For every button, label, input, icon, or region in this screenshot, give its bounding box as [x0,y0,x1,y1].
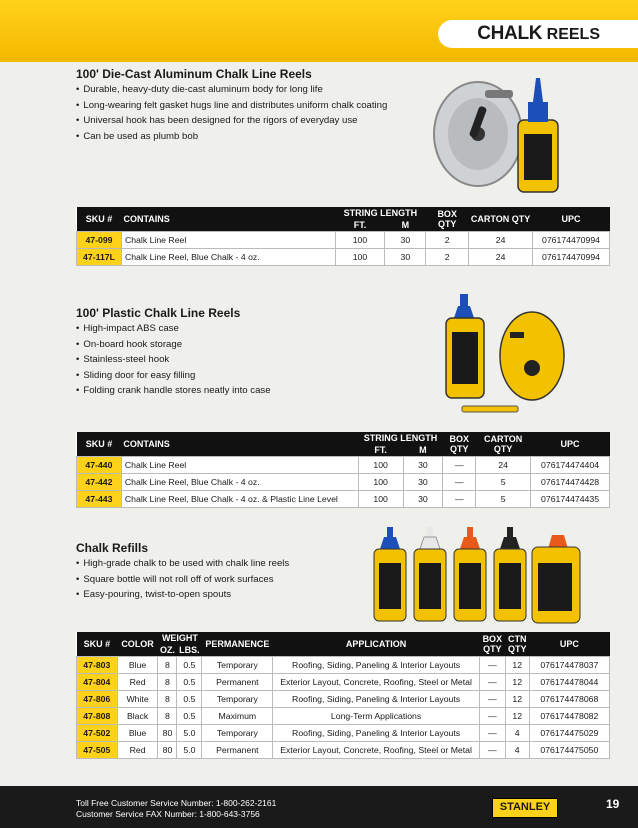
col-weight: WEIGHT [158,632,202,644]
table-row [77,232,610,249]
ctn-cell: 12 [505,657,529,674]
upc-cell: 076174474404 [531,457,610,474]
application-cell: Roofing, Siding, Paneling & Interior Layouts [273,657,480,674]
contains-cell: Chalk Line Reel [121,232,335,249]
oz-cell: 8 [158,708,177,725]
ctn-cell: 12 [505,708,529,725]
title-light: REELS [546,26,600,43]
table-row [77,674,610,691]
lbs-cell: 0.5 [177,657,202,674]
box-cell: — [479,725,505,742]
carton-cell: 5 [476,491,531,508]
upc-cell: 076174474428 [531,474,610,491]
bullet: • Can be used as plumb bob [76,129,387,145]
bullet: • Stainless-steel hook [76,352,271,368]
table-row [77,249,610,266]
m-cell: 30 [385,232,426,249]
upc-cell: 076174478082 [529,708,609,725]
contains-cell: Chalk Line Reel, Blue Chalk - 4 oz. [121,474,358,491]
col-carton-qty: CARTON QTY [476,432,531,457]
m-cell: 30 [385,249,426,266]
aluminum-reels-table [76,207,610,266]
table-row [77,657,610,674]
permanence-cell: Permanent [202,742,273,759]
bullet: • Square bottle will not roll off of work surfaces [76,572,289,588]
bullet: • High-impact ABS case [76,321,271,337]
permanence-cell: Temporary [202,657,273,674]
bullet: • Folding crank handle stores neatly into case [76,383,271,399]
oz-cell: 8 [158,657,177,674]
color-cell: Blue [117,725,158,742]
footer-phone: Toll Free Customer Service Number: 1-800-262-2161 [76,798,277,808]
box-cell: — [479,691,505,708]
sku-cell: 47-442 [77,474,122,491]
m-cell: 30 [403,457,443,474]
bullet: • High-grade chalk to be used with chalk line reels [76,556,289,572]
permanence-cell: Temporary [202,725,273,742]
ctn-cell: 12 [505,691,529,708]
ft-cell: 100 [335,232,385,249]
col-upc: UPC [529,632,609,657]
bullet-list-refills [76,556,289,603]
contains-cell: Chalk Line Reel, Blue Chalk - 4 oz. & Plastic Line Level [121,491,358,508]
sku-cell: 47-808 [77,708,118,725]
table-row [77,457,610,474]
upc-cell: 076174470994 [533,249,610,266]
col-contains: CONTAINS [121,432,358,457]
upc-cell: 076174478044 [529,674,609,691]
col-upc: UPC [533,207,610,232]
sku-cell: 47-806 [77,691,118,708]
box-cell: — [443,474,476,491]
bullet: • Sliding door for easy filling [76,368,271,384]
table-row [77,725,610,742]
permanence-cell: Permanent [202,674,273,691]
permanence-cell: Temporary [202,691,273,708]
color-cell: Red [117,742,158,759]
col-box-qty: BOX QTY [479,632,505,657]
col-carton-qty: CARTON QTY [469,207,533,232]
oz-cell: 80 [158,725,177,742]
title-bold: CHALK [477,23,543,44]
footer-fax: Customer Service FAX Number: 1-800-643-3756 [76,809,260,819]
color-cell: Red [117,674,158,691]
box-cell: 2 [426,232,469,249]
sku-cell: 47-505 [77,742,118,759]
upc-cell: 076174474435 [531,491,610,508]
col-color: COLOR [117,632,158,657]
col-sku: SKU # [77,207,122,232]
col-application: APPLICATION [273,632,480,657]
col-contains: CONTAINS [121,207,335,232]
col-string-length: STRING LENGTH [335,207,426,219]
sku-cell: 47-440 [77,457,122,474]
box-cell: 2 [426,249,469,266]
table-row [77,491,610,508]
box-cell: — [479,742,505,759]
ft-cell: 100 [358,457,403,474]
table-row [77,708,610,725]
ctn-cell: 12 [505,674,529,691]
col-ft: FT. [335,219,385,232]
col-ctn-qty: CTN QTY [505,632,529,657]
col-oz: OZ. [159,645,175,655]
box-cell: — [479,708,505,725]
ft-cell: 100 [358,491,403,508]
aluminum-reel-image [430,72,570,202]
application-cell: Long-Term Applications [273,708,480,725]
application-cell: Roofing, Siding, Paneling & Interior Layouts [273,691,480,708]
sku-cell: 47-502 [77,725,118,742]
box-cell: — [443,491,476,508]
chalk-refills-table [76,632,610,759]
carton-cell: 24 [469,232,533,249]
table-row [77,474,610,491]
bullet: • Easy-pouring, twist-to-open spouts [76,587,289,603]
col-sku: SKU # [77,632,118,657]
m-cell: 30 [403,491,443,508]
section-title-plastic: 100' Plastic Chalk Line Reels [76,306,241,320]
section-title-aluminum: 100' Die-Cast Aluminum Chalk Line Reels [76,67,312,81]
application-cell: Exterior Layout, Concrete, Roofing, Steel or Metal [273,674,480,691]
upc-cell: 076174470994 [533,232,610,249]
sku-cell: 47-443 [77,491,122,508]
col-sku: SKU # [77,432,122,457]
bullet-list-aluminum [76,82,387,144]
lbs-cell: 0.5 [177,674,202,691]
bullet: • Durable, heavy-duty die-cast aluminum body for long life [76,82,387,98]
ft-cell: 100 [335,249,385,266]
plastic-reel-image [440,292,580,422]
table-row [77,691,610,708]
page-title [438,20,638,48]
col-m: M [403,444,443,457]
box-cell: — [479,674,505,691]
stanley-logo: STANLEY [492,798,558,818]
col-box-qty: BOX QTY [443,432,476,457]
lbs-cell: 5.0 [177,725,202,742]
oz-cell: 8 [158,674,177,691]
bullet-list-plastic [76,321,271,399]
sku-cell: 47-117L [77,249,122,266]
bullet: • Universal hook has been designed for the rigors of everyday use [76,113,387,129]
upc-cell: 076174478068 [529,691,609,708]
permanence-cell: Maximum [202,708,273,725]
carton-cell: 24 [469,249,533,266]
contains-cell: Chalk Line Reel, Blue Chalk - 4 oz. [121,249,335,266]
contains-cell: Chalk Line Reel [121,457,358,474]
application-cell: Exterior Layout, Concrete, Roofing, Steel or Metal [273,742,480,759]
table-row [77,742,610,759]
col-string-length: STRING LENGTH [358,432,443,444]
ft-cell: 100 [358,474,403,491]
application-cell: Roofing, Siding, Paneling & Interior Layouts [273,725,480,742]
chalk-bottles-image [370,525,585,625]
box-cell: — [443,457,476,474]
m-cell: 30 [403,474,443,491]
lbs-cell: 0.5 [177,691,202,708]
color-cell: Blue [117,657,158,674]
sku-cell: 47-803 [77,657,118,674]
upc-cell: 076174475029 [529,725,609,742]
oz-cell: 8 [158,691,177,708]
col-ft: FT. [358,444,403,457]
ctn-cell: 4 [505,725,529,742]
sku-cell: 47-099 [77,232,122,249]
box-cell: — [479,657,505,674]
col-permanence: PERMANENCE [202,632,273,657]
page-number: 19 [606,797,620,811]
col-lbs: LBS. [177,644,202,657]
lbs-cell: 0.5 [177,708,202,725]
bullet: • On-board hook storage [76,337,271,353]
col-box-qty: BOX QTY [426,207,469,232]
lbs-cell: 5.0 [177,742,202,759]
ctn-cell: 4 [505,742,529,759]
carton-cell: 5 [476,474,531,491]
bullet: • Long-wearing felt gasket hugs line and distributes uniform chalk coating [76,98,387,114]
section-title-refills: Chalk Refills [76,541,149,555]
upc-cell: 076174475050 [529,742,609,759]
plastic-reels-table [76,432,610,508]
oz-cell: 80 [158,742,177,759]
color-cell: Black [117,708,158,725]
footer-contact [76,798,276,820]
upc-cell: 076174478037 [529,657,609,674]
col-upc: UPC [531,432,610,457]
color-cell: White [117,691,158,708]
carton-cell: 24 [476,457,531,474]
col-m: M [385,219,426,232]
sku-cell: 47-804 [77,674,118,691]
